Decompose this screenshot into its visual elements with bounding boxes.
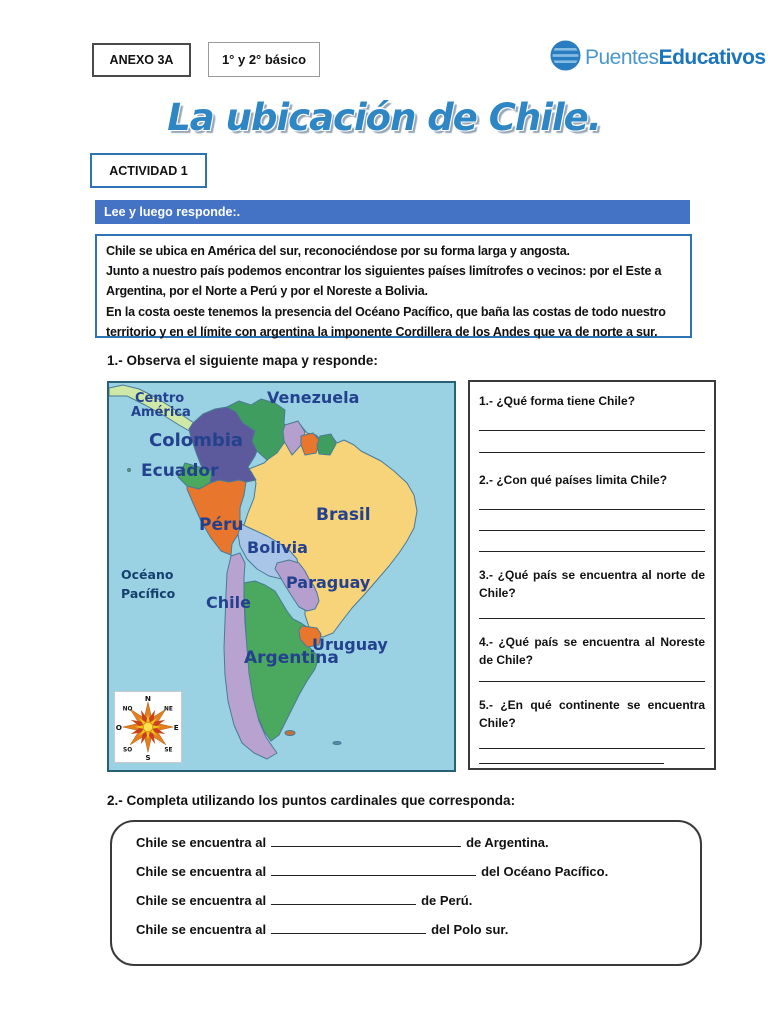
question-3: 3.- ¿Qué país se encuentra al norte de Chile? bbox=[479, 568, 705, 600]
label-ecuador: Ecuador bbox=[141, 461, 219, 481]
fill-blank bbox=[271, 921, 426, 934]
label-colombia: Colombia bbox=[149, 430, 244, 451]
fill-prefix: Chile se encuentra al bbox=[136, 922, 267, 937]
compass-o: O bbox=[115, 722, 122, 732]
logo-word-puentes: Puentes bbox=[585, 46, 659, 69]
fill-suffix: de Perú. bbox=[421, 893, 473, 908]
compass-s: S bbox=[145, 753, 151, 762]
label-argentina: Argentina bbox=[244, 648, 339, 668]
logo-word-educativos: Educativos bbox=[658, 46, 766, 69]
fill-blank bbox=[271, 834, 461, 847]
questions-box bbox=[468, 380, 716, 770]
cardinal-points-box bbox=[110, 820, 702, 966]
compass-no: NO bbox=[122, 706, 133, 713]
fill-suffix: de Argentina. bbox=[466, 835, 549, 850]
answer-line bbox=[479, 551, 705, 552]
logo-wordmark bbox=[585, 46, 766, 70]
anexo-box bbox=[92, 43, 191, 77]
answer-line bbox=[479, 618, 705, 619]
fill-line-3 bbox=[136, 892, 676, 921]
label-peru: Péru bbox=[199, 515, 244, 535]
intro-paragraph-3: En la costa oeste tenemos la presencia del Océano Pacífico, que baña las costas de todo nuestro territorio y en el límite con argentina la imponente Cordillera de los Andes que va de norte a sur. bbox=[106, 304, 666, 339]
compass-e: E bbox=[173, 722, 179, 732]
fill-prefix: Chile se encuentra al bbox=[136, 835, 267, 850]
question-5: 5.- ¿En qué continente se encuentra Chile? bbox=[479, 698, 705, 730]
fill-prefix: Chile se encuentra al bbox=[136, 864, 267, 879]
grade-label: 1° y 2° básico bbox=[221, 52, 307, 67]
intro-text-box bbox=[95, 234, 692, 338]
activity-box bbox=[90, 153, 207, 188]
label-bolivia: Bolivia bbox=[247, 538, 308, 557]
answer-line bbox=[479, 509, 705, 510]
label-uruguay: Uruguay bbox=[312, 635, 388, 654]
island-small bbox=[333, 742, 341, 745]
fill-line-4 bbox=[136, 921, 676, 950]
section2-heading: 2.- Completa utilizando los puntos cardinales que corresponda: bbox=[107, 793, 516, 808]
compass-se: SE bbox=[164, 747, 173, 754]
compass-rose bbox=[114, 691, 182, 763]
answer-line bbox=[479, 763, 664, 764]
question-2: 2.- ¿Con qué países limita Chile? bbox=[479, 473, 668, 487]
question-1: 1.- ¿Qué forma tiene Chile? bbox=[479, 394, 636, 408]
label-brasil: Brasil bbox=[316, 505, 371, 525]
section1-heading: 1.- Observa el siguiente mapa y responde: bbox=[107, 353, 378, 368]
answer-line bbox=[479, 748, 705, 749]
label-chile: Chile bbox=[206, 593, 251, 612]
island-falklands bbox=[285, 731, 295, 736]
compass-ne: NE bbox=[163, 706, 173, 713]
answer-line bbox=[479, 452, 705, 453]
grade-box bbox=[208, 42, 320, 77]
question-4: 4.- ¿Qué país se encuentra al Noreste de Chile? bbox=[479, 635, 705, 667]
compass-so: SO bbox=[123, 747, 133, 754]
answer-line bbox=[479, 530, 705, 531]
island-galapagos bbox=[128, 469, 131, 472]
fill-blank bbox=[271, 863, 476, 876]
fill-suffix: del Océano Pacífico. bbox=[481, 864, 609, 879]
answer-line bbox=[479, 430, 705, 431]
fill-line-2 bbox=[136, 863, 676, 892]
answer-line bbox=[479, 681, 705, 682]
intro-paragraph-2: Junto a nuestro país podemos encontrar los siguientes países limítrofes o vecinos: por el Este a Argentina, por el Norte a Perú y por el Noreste a Bolivia. bbox=[106, 264, 662, 299]
instruction-banner: Lee y luego responde:. bbox=[95, 200, 690, 224]
south-america-map bbox=[107, 381, 456, 772]
intro-paragraph-1: Chile se ubica en América del sur, reconociéndose por su forma larga y angosta. bbox=[106, 244, 570, 258]
label-centro-america-2: América bbox=[131, 405, 191, 420]
label-oceano: Océano bbox=[121, 567, 174, 582]
activity-label: ACTIVIDAD 1 bbox=[109, 163, 188, 178]
fill-suffix: del Polo sur. bbox=[431, 922, 509, 937]
page-title: La ubicación de Chile. bbox=[167, 96, 601, 139]
compass-center bbox=[143, 722, 153, 732]
anexo-label: ANEXO 3A bbox=[109, 53, 174, 67]
globe-icon bbox=[550, 40, 581, 76]
label-pacifico: Pacífico bbox=[121, 586, 176, 601]
label-paraguay: Paraguay bbox=[286, 573, 371, 592]
fill-blank bbox=[271, 892, 416, 905]
label-venezuela: Venezuela bbox=[267, 388, 360, 407]
label-centro-america-1: Centro bbox=[135, 391, 185, 406]
compass-n: N bbox=[144, 693, 152, 703]
fill-line-1 bbox=[136, 834, 676, 863]
publisher-logo bbox=[550, 42, 766, 74]
fill-prefix: Chile se encuentra al bbox=[136, 893, 267, 908]
